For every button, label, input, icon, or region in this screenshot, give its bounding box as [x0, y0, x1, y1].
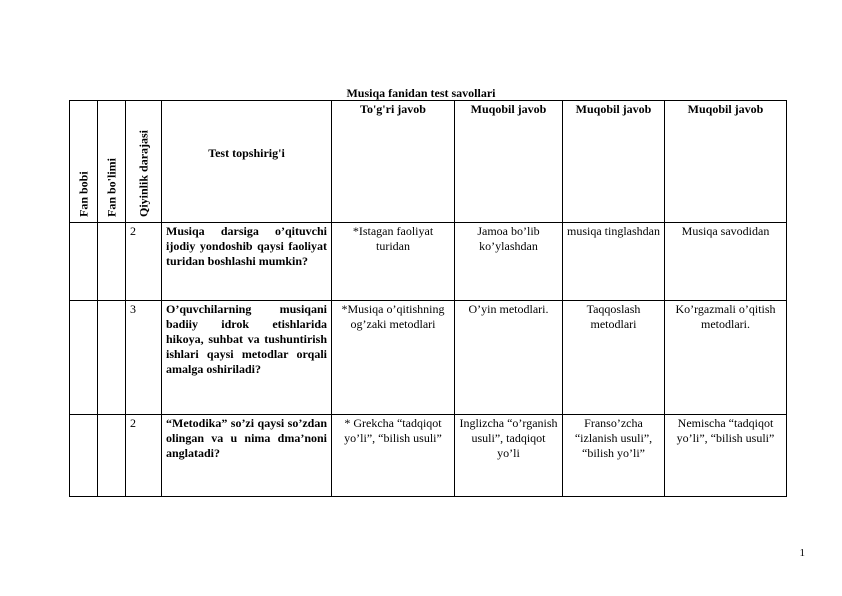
- cell-alt2: Taqqoslash metodlari: [563, 301, 665, 415]
- cell-alt1: Jamoa bo’lib ko’ylashdan: [455, 223, 563, 301]
- cell-fan-bolimi: [98, 301, 126, 415]
- header-alt1: Muqobil javob: [455, 101, 563, 223]
- cell-alt3: Ko’rgazmali o’qitish metodlari.: [665, 301, 787, 415]
- header-qiyinlik-label: Qiyinlik darajasi: [136, 129, 150, 217]
- cell-alt1: Inglizcha “o’rganish usuli”, tadqiqot yo’li: [455, 415, 563, 497]
- cell-question: O’quvchilarning musiqani badiiy idrok etishlarida hikoya, suhbat va tushuntirish ishlari qaysi metodlar orqali amalga oshiriladi?: [162, 301, 332, 415]
- header-qiyinlik: [126, 101, 162, 223]
- cell-alt3: Nemischa “tadqiqot yo’li”, “bilish usuli”: [665, 415, 787, 497]
- table-row: [70, 301, 787, 415]
- header-alt3: Muqobil javob: [665, 101, 787, 223]
- cell-level: 3: [126, 301, 162, 415]
- cell-level: 2: [126, 223, 162, 301]
- cell-correct: *Istagan faoliyat turidan: [332, 223, 455, 301]
- header-task: Test topshirig'i: [162, 101, 332, 223]
- cell-alt2: Franso’zcha “izlanish usuli”, “bilish yo’li”: [563, 415, 665, 497]
- document-title: Musiqa fanidan test savollari: [346, 86, 496, 100]
- table-row: [70, 223, 787, 301]
- cell-correct: * Grekcha “tadqiqot yo’li”, “bilish usuli”: [332, 415, 455, 497]
- header-fan-bobi: [70, 101, 98, 223]
- header-fan-bobi-label: Fan bobi: [76, 171, 90, 217]
- table-row: [70, 415, 787, 497]
- page-number: 1: [799, 547, 805, 559]
- header-alt2: Muqobil javob: [563, 101, 665, 223]
- cell-alt3: Musiqa savodidan: [665, 223, 787, 301]
- cell-fan-bolimi: [98, 223, 126, 301]
- header-correct: To'g'ri javob: [332, 101, 455, 223]
- header-row: [70, 101, 787, 223]
- cell-question: “Metodika” so’zi qaysi so’zdan olingan va u nima dma’noni anglatadi?: [162, 415, 332, 497]
- cell-correct: *Musiqa o’qitishning og’zaki metodlari: [332, 301, 455, 415]
- header-fan-bolimi: [98, 101, 126, 223]
- test-questions-table: [69, 100, 787, 497]
- cell-level: 2: [126, 415, 162, 497]
- cell-question: Musiqa darsiga o’qituvchi ijodiy yondoshib qaysi faoliyat turidan boshlashi mumkin?: [162, 223, 332, 301]
- cell-fan-bolimi: [98, 415, 126, 497]
- cell-alt2: musiqa tinglashdan: [563, 223, 665, 301]
- cell-alt1: O’yin metodlari.: [455, 301, 563, 415]
- header-fan-bolimi-label: Fan bo'limi: [104, 157, 118, 217]
- cell-fan-bobi: [70, 301, 98, 415]
- cell-fan-bobi: [70, 415, 98, 497]
- cell-fan-bobi: [70, 223, 98, 301]
